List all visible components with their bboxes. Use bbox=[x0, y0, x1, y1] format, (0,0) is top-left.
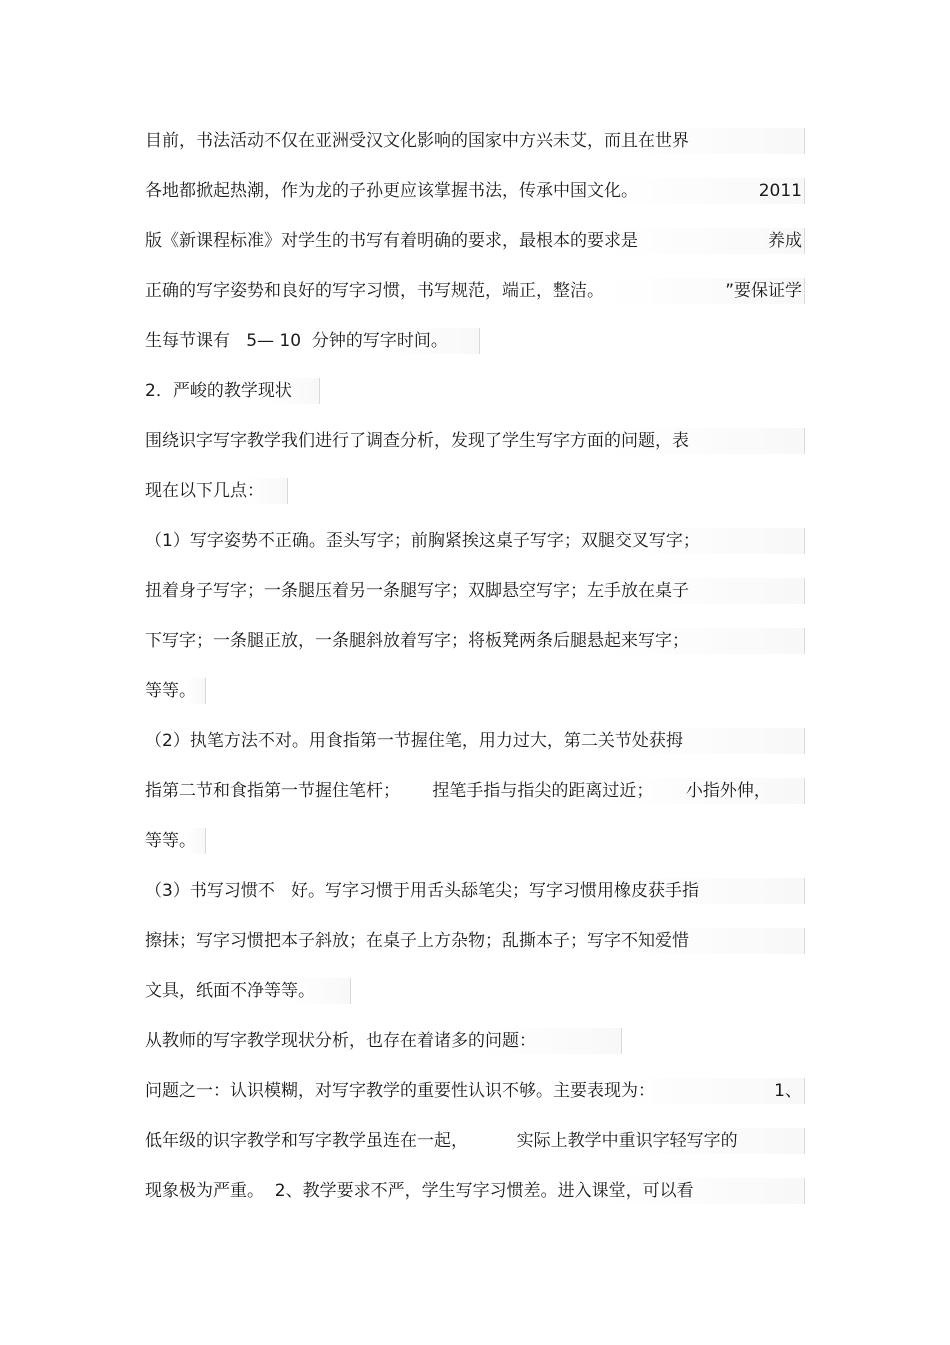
text-line-7 bbox=[145, 428, 805, 454]
text-line-1 bbox=[145, 128, 805, 154]
line-tail: 1、 bbox=[774, 1081, 802, 1101]
line-text: 现象极为严重。 2、教学要求不严，学生写字习惯差。进入课堂，可以看 bbox=[145, 1181, 694, 1201]
text-line-11 bbox=[145, 628, 805, 654]
text-line-8 bbox=[145, 478, 288, 504]
text-line-18 bbox=[145, 978, 351, 1004]
line-text: 等等。 bbox=[145, 831, 196, 851]
line-text: 从教师的写字教学现状分析，也存在着诸多的问题： bbox=[145, 1031, 536, 1051]
text-line-4 bbox=[145, 278, 805, 304]
text-line-17 bbox=[145, 928, 805, 954]
text-line-10 bbox=[145, 578, 805, 604]
line-text: 现在以下几点： bbox=[145, 481, 264, 501]
line-text: 文具，纸面不净等等。 bbox=[145, 981, 315, 1001]
line-text: （2）执笔方法不对。用食指第一节握住笔，用力过大，第二关节处获拇 bbox=[145, 731, 683, 751]
text-line-22 bbox=[145, 1178, 805, 1204]
text-line-12 bbox=[145, 678, 206, 704]
line-text: 生每节课有 5— 10 分钟的写字时间。 bbox=[145, 331, 448, 351]
text-line-15 bbox=[145, 828, 206, 854]
text-line-21 bbox=[145, 1128, 805, 1154]
text-line-9 bbox=[145, 528, 805, 554]
line-text: 扭着身子写字；一条腿压着另一条腿写字；双脚悬空写字；左手放在桌子 bbox=[145, 581, 689, 601]
line-text: 下写字；一条腿正放，一条腿斜放着写字；将板凳两条后腿悬起来写字； bbox=[145, 631, 689, 651]
line-text: 擦抹；写字习惯把本子斜放；在桌子上方杂物；乱撕本子；写字不知爱惜 bbox=[145, 931, 689, 951]
line-text: 正确的写字姿势和良好的写字习惯，书写规范，端正，整洁。 bbox=[145, 281, 604, 301]
line-text: 2．严峻的教学现状 bbox=[145, 381, 292, 401]
line-text: 围绕识字写字教学我们进行了调查分析，发现了学生写字方面的问题，表 bbox=[145, 431, 689, 451]
text-line-14 bbox=[145, 778, 805, 804]
text-line-13 bbox=[145, 728, 805, 754]
text-line-2 bbox=[145, 178, 805, 204]
text-line-20 bbox=[145, 1078, 805, 1104]
text-line-19 bbox=[145, 1028, 622, 1054]
line-tail: ”要保证学 bbox=[725, 281, 802, 301]
line-text: 目前，书法活动不仅在亚洲受汉文化影响的国家中方兴未艾，而且在世界 bbox=[145, 131, 689, 151]
line-text: 低年级的识字教学和写字教学虽连在一起， 实际上教学中重识字轻写字的 bbox=[145, 1131, 738, 1151]
line-text: 指第二节和食指第一节握住笔杆； 捏笔手指与指尖的距离过近； 小指外伸， bbox=[145, 781, 771, 801]
line-text: （1）写字姿势不正确。歪头写字；前胸紧挨这桌子写字；双腿交叉写字； bbox=[145, 531, 700, 551]
line-text: 版《新课程标准》对学生的书写有着明确的要求，最根本的要求是 bbox=[145, 231, 638, 251]
line-text: 各地都掀起热潮，作为龙的子孙更应该掌握书法，传承中国文化。 bbox=[145, 181, 638, 201]
line-text: 等等。 bbox=[145, 681, 196, 701]
line-tail: 养成 bbox=[768, 231, 802, 251]
text-line-3 bbox=[145, 228, 805, 254]
line-text: （3）书写习惯不 好。写字习惯于用舌头舔笔尖；写字习惯用橡皮获手指 bbox=[145, 881, 700, 901]
line-tail: 2011 bbox=[758, 181, 802, 201]
text-line-16 bbox=[145, 878, 805, 904]
text-line-5 bbox=[145, 328, 480, 354]
line-text: 问题之一：认识模糊，对写字教学的重要性认识不够。主要表现为： bbox=[145, 1081, 655, 1101]
text-line-6 bbox=[145, 378, 320, 404]
